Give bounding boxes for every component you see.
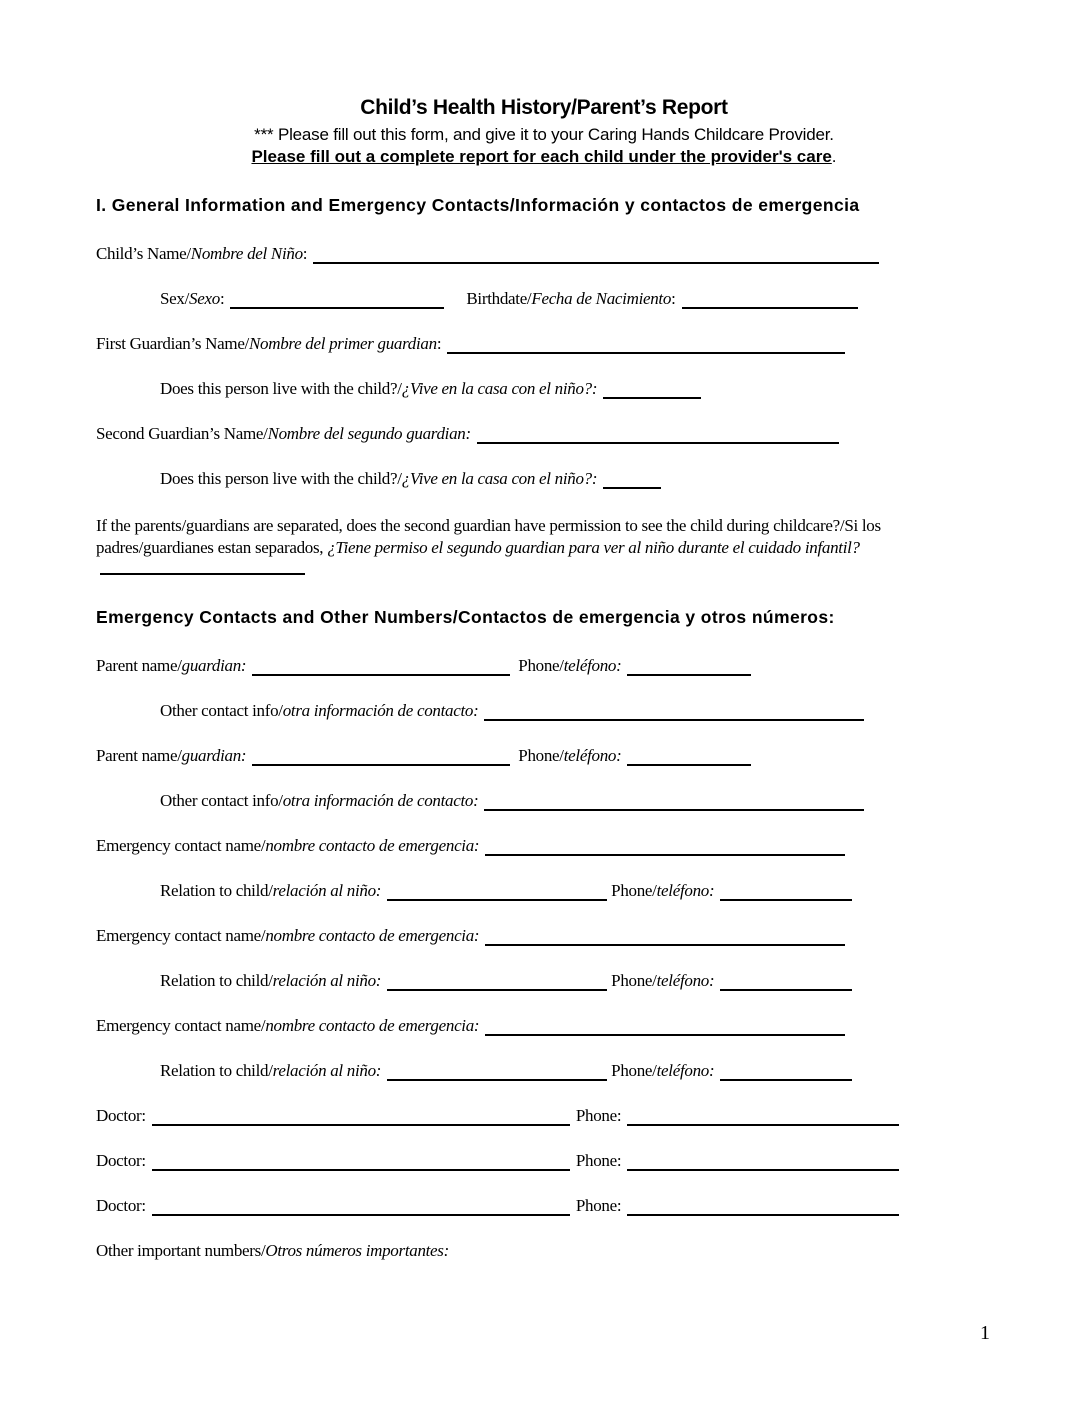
field-label: Other contact info/: [160, 701, 283, 720]
doctor-row: [96, 1106, 899, 1126]
field-label-es: teléfono:: [656, 881, 715, 900]
relation-field[interactable]: [387, 1065, 607, 1081]
question-text: If the parents/guardians are separated, does the second guardian have permission to see the child during childcare?/Si los padres/guardianes estan separados,: [96, 516, 881, 557]
field-label: Doctor:: [96, 1106, 146, 1125]
field-label-es: relación al niño:: [272, 971, 382, 990]
first-guardian-lives-row: [160, 379, 701, 399]
field-label: Parent name/: [96, 746, 182, 765]
parent-name-field[interactable]: [252, 750, 510, 766]
field-label: Phone/: [611, 881, 657, 900]
emergency-contact-row: [96, 926, 845, 946]
field-label-es: teléfono:: [656, 971, 715, 990]
question-text-es: ¿Tiene permiso el segundo guardian para ver al niño durante el cuidado infantil?: [327, 538, 860, 557]
doctor-row: [96, 1196, 899, 1216]
field-label-es: nombre contacto de emergencia:: [265, 836, 480, 855]
first-guardian-row: [96, 334, 845, 354]
instruction-underlined: Please fill out a complete report for each child under the provider's care: [251, 147, 832, 166]
field-label: Phone:: [575, 1196, 622, 1215]
doctor-name-field[interactable]: [152, 1200, 570, 1216]
separated-permission-field[interactable]: [100, 559, 305, 575]
parent-other-row: [160, 701, 864, 721]
emergency-contact-row: [96, 1016, 845, 1036]
field-label-es: otra información de contacto:: [282, 701, 479, 720]
separated-question: [96, 515, 976, 581]
doctor-phone-field[interactable]: [627, 1110, 899, 1126]
field-label: Phone/: [611, 1061, 657, 1080]
instruction-period: .: [831, 147, 837, 166]
child-name-row: [96, 244, 879, 264]
field-label: Phone/: [518, 746, 564, 765]
page-title: Child’s Health History/Parent’s Report: [360, 96, 728, 119]
emergency-relation-row: [160, 1061, 852, 1081]
section-heading-general: I. General Information and Emergency Contacts/Información y contactos de emergencia: [96, 195, 860, 215]
parent-other-contact-field[interactable]: [484, 705, 864, 721]
field-label: Does this person live with the child?/: [160, 469, 402, 488]
field-label: Parent name/: [96, 656, 182, 675]
field-label: Emergency contact name/: [96, 836, 266, 855]
field-label: Doctor:: [96, 1151, 146, 1170]
sex-field[interactable]: [230, 293, 444, 309]
instruction-text-2: [0, 147, 1088, 167]
emergency-contact-name-field[interactable]: [485, 930, 845, 946]
field-label-es: nombre contacto de emergencia:: [265, 1016, 480, 1035]
field-label: Emergency contact name/: [96, 926, 266, 945]
parent-other-contact-field[interactable]: [484, 795, 864, 811]
emergency-contact-row: [96, 836, 845, 856]
doctor-name-field[interactable]: [152, 1155, 570, 1171]
field-label: Phone/: [518, 656, 564, 675]
field-label: Second Guardian’s Name/: [96, 424, 268, 443]
emergency-relation-row: [160, 971, 852, 991]
field-label: Child’s Name/: [96, 244, 191, 263]
field-label-es: teléfono:: [563, 656, 622, 675]
colon: :: [302, 244, 308, 263]
doctor-row: [96, 1151, 899, 1171]
field-label-es: relación al niño:: [272, 881, 382, 900]
sex-birthdate-row: [160, 289, 858, 309]
field-label: Phone:: [575, 1106, 622, 1125]
field-label: Phone:: [575, 1151, 622, 1170]
field-label-es: guardian:: [181, 656, 247, 675]
field-label: Relation to child/: [160, 881, 273, 900]
field-label-es: otra información de contacto:: [282, 791, 479, 810]
emergency-phone-field[interactable]: [720, 885, 852, 901]
birthdate-field[interactable]: [682, 293, 858, 309]
first-guardian-field[interactable]: [447, 338, 845, 354]
field-label: Doctor:: [96, 1196, 146, 1215]
second-guardian-field[interactable]: [477, 428, 839, 444]
doctor-name-field[interactable]: [152, 1110, 570, 1126]
field-label-es: Sexo: [189, 289, 220, 308]
field-label-es: Fecha de Nacimiento: [531, 289, 672, 308]
relation-field[interactable]: [387, 975, 607, 991]
doctor-phone-field[interactable]: [627, 1200, 899, 1216]
parent-row: [96, 656, 751, 676]
parent-other-row: [160, 791, 864, 811]
page-number: 1: [980, 1322, 990, 1344]
field-label-es: Nombre del Niño: [190, 244, 303, 263]
colon: :: [671, 289, 676, 308]
second-guardian-lives-field[interactable]: [603, 473, 661, 489]
doctor-phone-field[interactable]: [627, 1155, 899, 1171]
field-label-es: relación al niño:: [272, 1061, 382, 1080]
colon: :: [219, 289, 225, 308]
field-label-es: Nombre del primer guardian: [248, 334, 437, 353]
parent-phone-field[interactable]: [627, 750, 751, 766]
emergency-phone-field[interactable]: [720, 975, 852, 991]
parent-name-field[interactable]: [252, 660, 510, 676]
emergency-phone-field[interactable]: [720, 1065, 852, 1081]
second-guardian-lives-row: [160, 469, 661, 489]
field-label: Does this person live with the child?/: [160, 379, 402, 398]
field-label-es: teléfono:: [563, 746, 622, 765]
field-label: Other contact info/: [160, 791, 283, 810]
child-name-field[interactable]: [313, 248, 879, 264]
field-label-es: Otros números importantes:: [265, 1241, 449, 1260]
first-guardian-lives-field[interactable]: [603, 383, 701, 399]
section-heading-emergency: Emergency Contacts and Other Numbers/Contactos de emergencia y otros números:: [96, 607, 835, 627]
parent-row: [96, 746, 751, 766]
field-label: Relation to child/: [160, 971, 273, 990]
field-label: Other important numbers/: [96, 1241, 266, 1260]
parent-phone-field[interactable]: [627, 660, 751, 676]
emergency-contact-name-field[interactable]: [485, 840, 845, 856]
emergency-relation-row: [160, 881, 852, 901]
field-label-es: guardian:: [181, 746, 247, 765]
field-label-es: Nombre del segundo guardian:: [267, 424, 471, 443]
field-label: First Guardian’s Name/: [96, 334, 249, 353]
field-label: Relation to child/: [160, 1061, 273, 1080]
field-label: Emergency contact name/: [96, 1016, 266, 1035]
field-label-es: nombre contacto de emergencia:: [265, 926, 480, 945]
field-label-es: ¿Vive en la casa con el niño?:: [401, 379, 598, 398]
field-label: Phone/: [611, 971, 657, 990]
instruction-text: *** Please fill out this form, and give it to your Caring Hands Childcare Provider.: [254, 125, 834, 144]
field-label-es: teléfono:: [656, 1061, 715, 1080]
field-label-es: ¿Vive en la casa con el niño?:: [401, 469, 598, 488]
second-guardian-row: [96, 424, 839, 444]
field-label: Sex/: [160, 289, 190, 308]
colon: :: [436, 334, 442, 353]
other-numbers-row: [96, 1241, 449, 1261]
field-label: Birthdate/: [466, 289, 532, 308]
relation-field[interactable]: [387, 885, 607, 901]
emergency-contact-name-field[interactable]: [485, 1020, 845, 1036]
